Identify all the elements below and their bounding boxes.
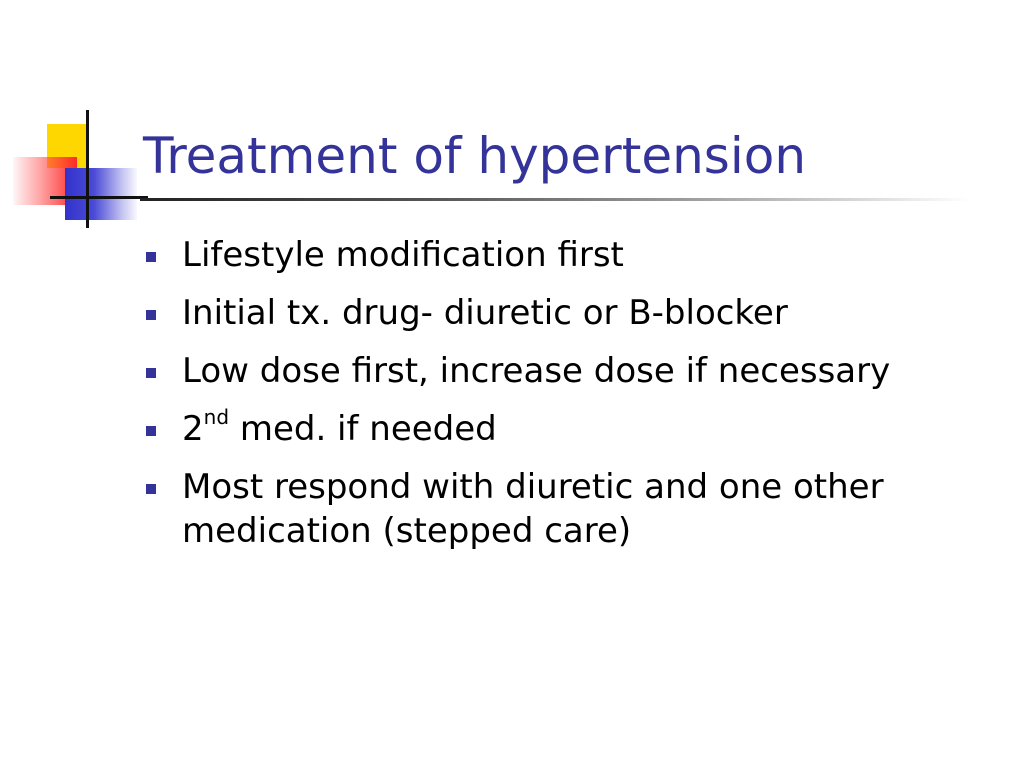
bullet-text bbox=[182, 404, 497, 449]
bullet-item bbox=[146, 465, 926, 553]
bullet-item bbox=[146, 404, 926, 451]
bullet-text: Low dose first, increase dose if necessary bbox=[182, 351, 891, 391]
bullet-item bbox=[146, 291, 926, 335]
bullet-list bbox=[146, 233, 926, 567]
bullet-item bbox=[146, 349, 926, 393]
ordinal-suffix: nd bbox=[203, 404, 230, 429]
square-bullet-icon bbox=[146, 310, 156, 320]
bullet-text-continued: med. if needed bbox=[229, 409, 497, 449]
slide-title: Treatment of hypertension bbox=[143, 127, 807, 185]
vertical-crosshair-line bbox=[86, 110, 89, 228]
square-bullet-icon bbox=[146, 252, 156, 262]
square-bullet-icon bbox=[146, 484, 156, 494]
bullet-text: Initial tx. drug- diuretic or B-blocker bbox=[182, 293, 788, 333]
crosshair-squares-logo-icon bbox=[0, 0, 150, 240]
bullet-item bbox=[146, 233, 926, 277]
bullet-text: Lifestyle modification first bbox=[182, 235, 624, 275]
square-bullet-icon bbox=[146, 426, 156, 436]
square-bullet-icon bbox=[146, 368, 156, 378]
ordinal-number: 2 bbox=[182, 409, 204, 449]
title-underline bbox=[140, 198, 970, 201]
blue-square-shape bbox=[65, 168, 137, 220]
bullet-text: Most respond with diuretic and one other medication (stepped care) bbox=[182, 467, 884, 551]
horizontal-crosshair-line bbox=[50, 196, 148, 199]
